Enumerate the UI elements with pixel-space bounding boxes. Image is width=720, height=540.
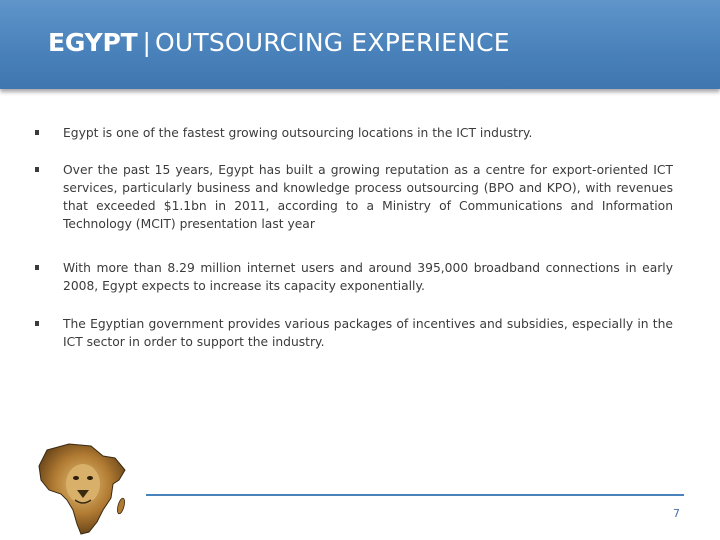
africa-lion-logo-icon (33, 440, 131, 536)
title-country: EGYPT (48, 28, 138, 57)
bullet-text: Over the past 15 years, Egypt has built a growing reputation as a centre for export-oriented ICT services, particularly business and knowledge process outsourcing (BPO and KPO), with revenues that exceeded $1.1bn in 2011, according to a Ministry of Communications and Information Technology (MCIT) presentation last year (63, 163, 673, 231)
bullet-marker-icon (35, 130, 39, 135)
bullet-marker-icon (35, 321, 39, 326)
title-separator: | (142, 28, 151, 57)
footer-divider (146, 494, 684, 496)
title-topic: OUTSOURCING EXPERIENCE (154, 28, 510, 57)
bullet-marker-icon (35, 167, 39, 172)
bullet-text: Egypt is one of the fastest growing outsourcing locations in the ICT industry. (63, 126, 533, 140)
bullet-marker-icon (35, 265, 39, 270)
page-number: 7 (673, 507, 680, 520)
bullet-text: The Egyptian government provides various packages of incentives and subsidies, especially in the ICT sector in order to support the industry. (63, 317, 673, 349)
bullet-text: With more than 8.29 million internet users and around 395,000 broadband connections in early 2008, Egypt expects to increase its capacity exponentially. (63, 261, 673, 293)
